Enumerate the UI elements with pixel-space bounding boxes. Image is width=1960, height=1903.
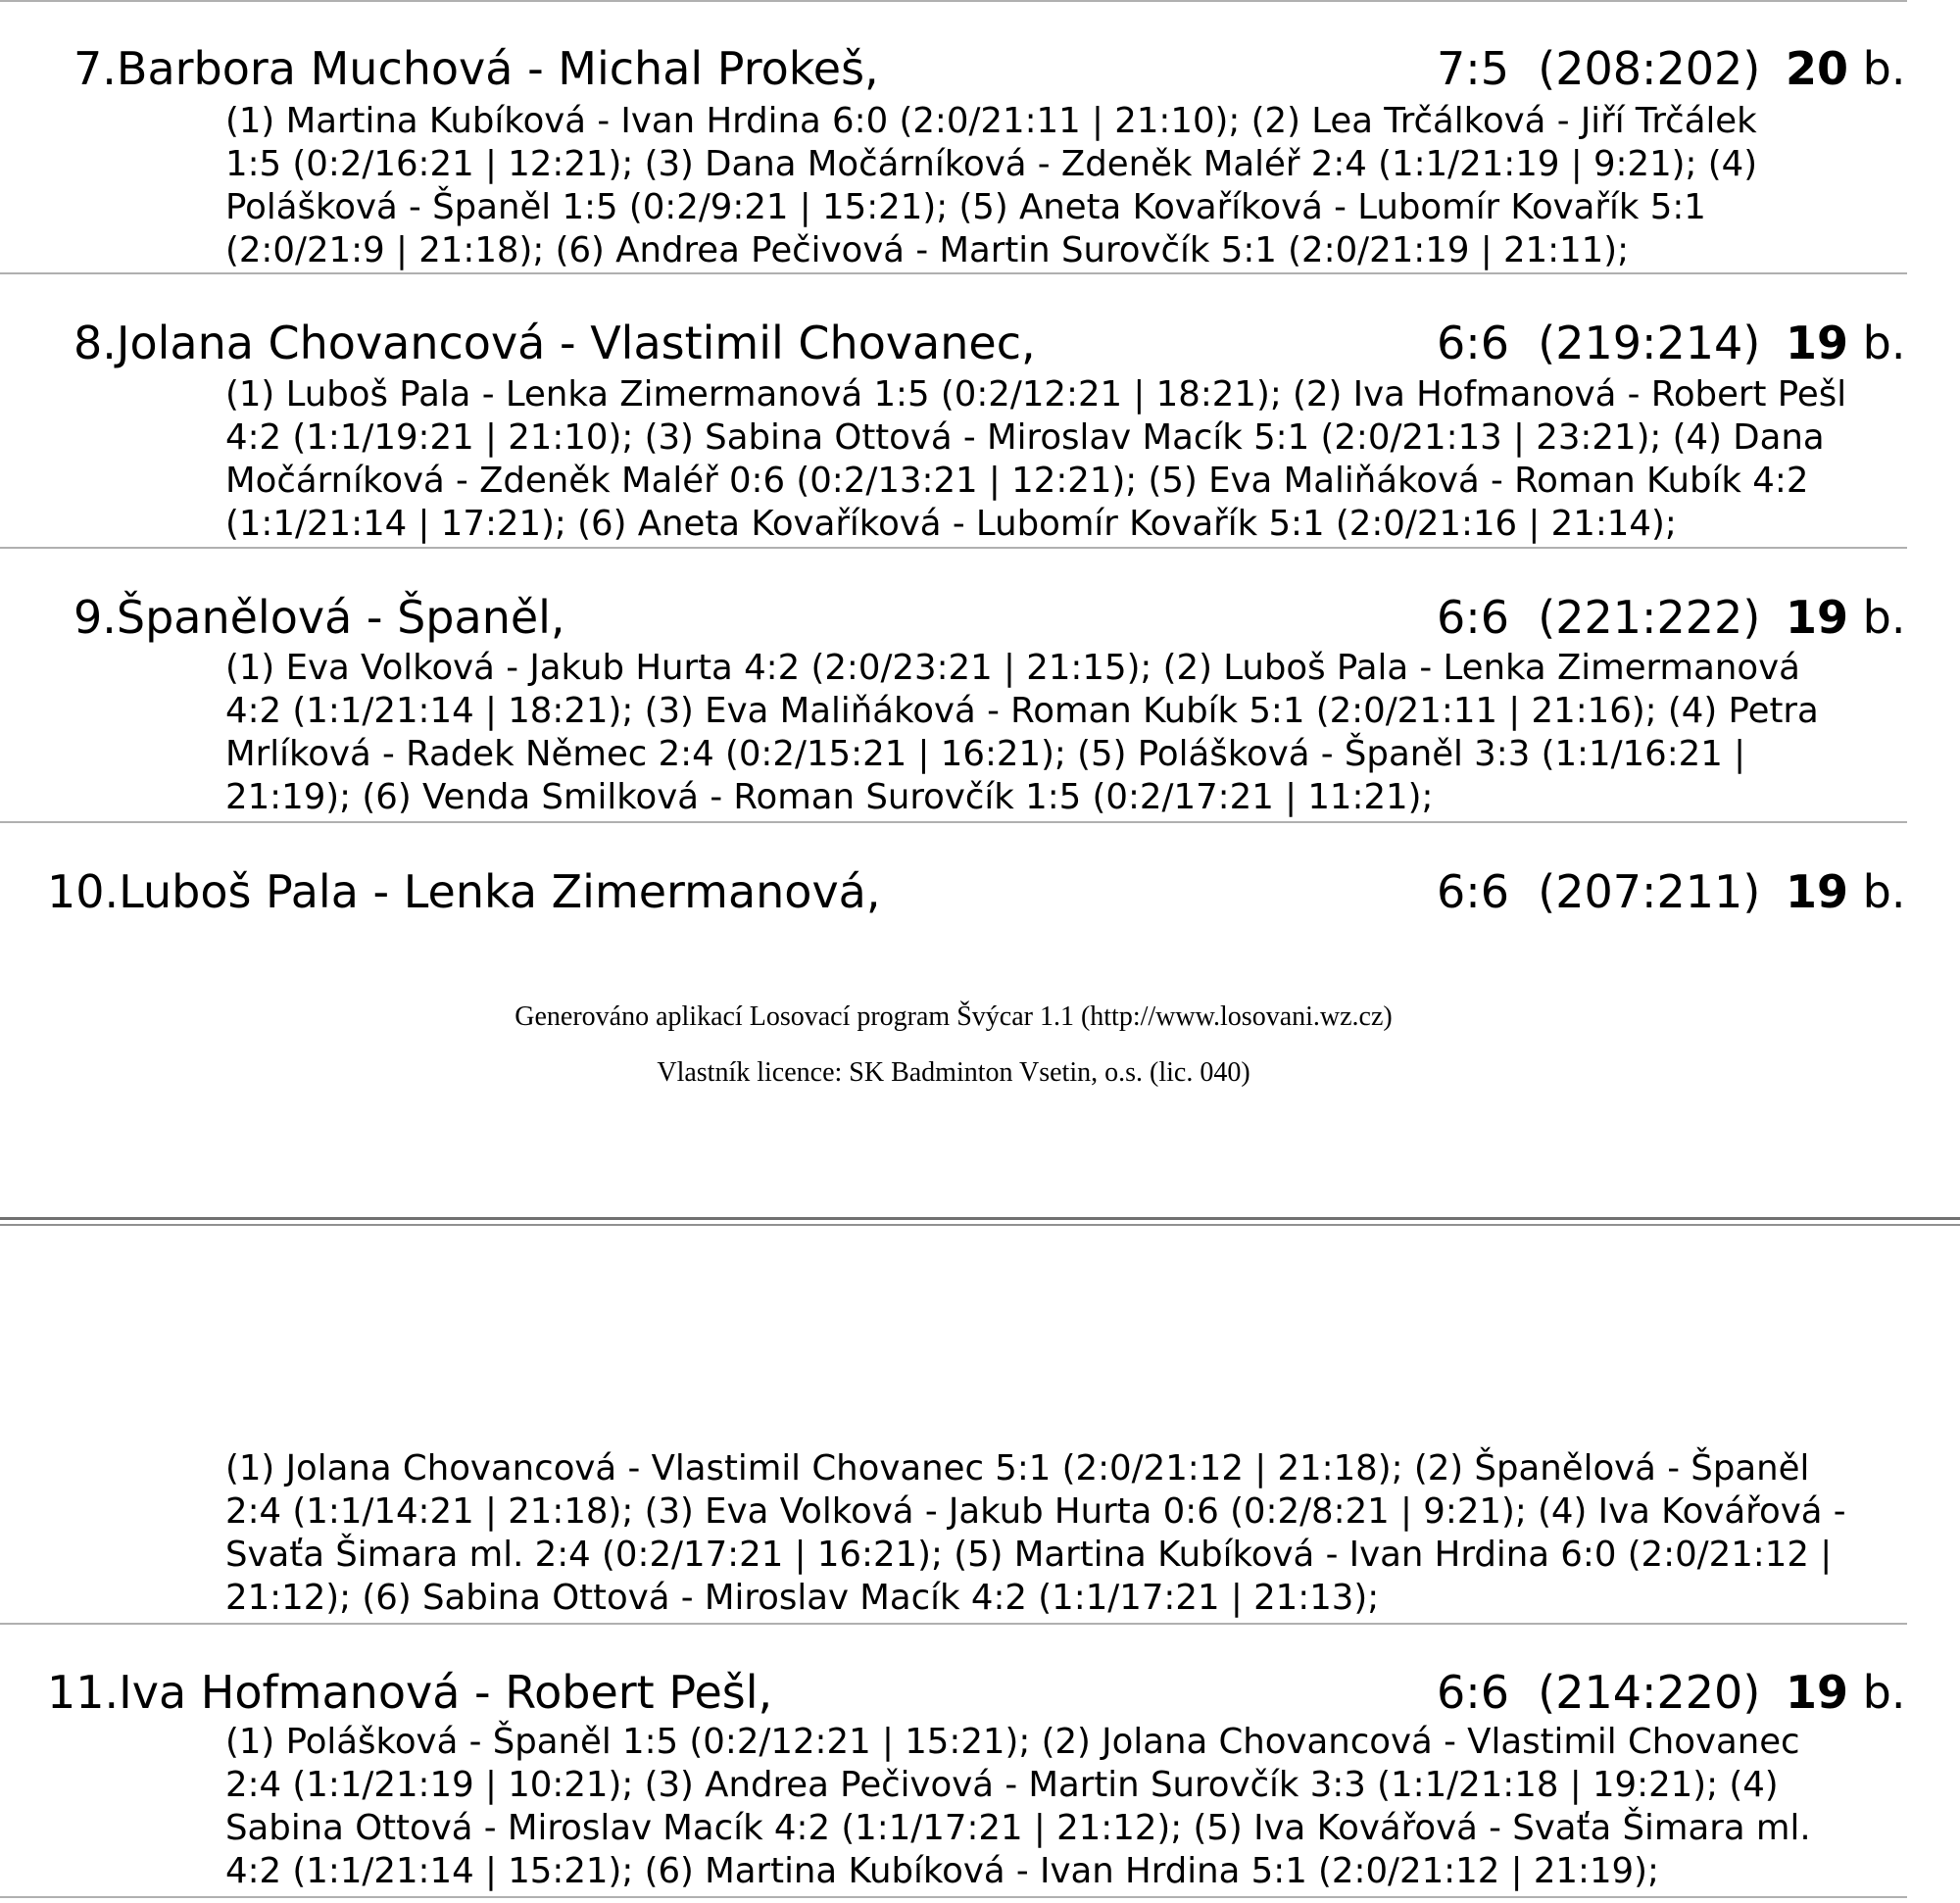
match-score: 6:6 [1437,1666,1510,1719]
points-ratio: (219:214) [1538,317,1761,369]
page-break-line [0,1224,1960,1226]
points-ratio: (208:202) [1538,42,1761,95]
match-score: 6:6 [1437,317,1510,369]
match-score: 7:5 [1437,42,1510,95]
match-score: 6:6 [1437,865,1510,918]
points-ratio: (214:220) [1538,1666,1761,1719]
match-score: 6:6 [1437,591,1510,644]
detail-line: (1) Jolana Chovancová - Vlastimil Chovanec 5:1 (2:0/21:12 | 21:18); (2) Španělová - Španěl [225,1448,1810,1488]
generated-by-note: Generováno aplikací Losovací program Švýcar 1.1 (http://www.losovani.wz.cz) [514,1001,1393,1032]
match-details [225,100,1891,272]
pair-name: Iva Hofmanová - Robert Pešl, [119,1666,773,1719]
rank: 11. [47,1666,120,1719]
match-details [225,1721,1891,1893]
total-points: 20 b. [1786,42,1906,95]
total-points: 19 b. [1786,591,1906,644]
detail-line: 4:2 (1:1/19:21 | 21:10); (3) Sabina Ottová - Miroslav Macík 5:1 (2:0/21:13 | 23:21); (4) Dana [225,417,1825,458]
divider [0,547,1907,549]
divider [0,1623,1907,1625]
detail-line: 2:4 (1:1/21:19 | 10:21); (3) Andrea Pečivová - Martin Surovčík 3:3 (1:1/21:18 | 19:21); (4) [225,1765,1779,1805]
total-points: 19 b. [1786,1666,1906,1719]
total-points: 19 b. [1786,865,1906,918]
detail-line: 2:4 (1:1/14:21 | 21:18); (3) Eva Volková - Jakub Hurta 0:6 (0:2/8:21 | 9:21); (4) Iva Kovářová - [225,1491,1846,1532]
detail-line: Svaťa Šimara ml. 2:4 (0:2/17:21 | 16:21); (5) Martina Kubíková - Ivan Hrdina 6:0 (2:0/21:12 | [225,1535,1833,1575]
detail-line: Močárníková - Zdeněk Maléř 0:6 (0:2/13:21 | 12:21); (5) Eva Maliňáková - Roman Kubík 4:2 [225,461,1809,501]
match-details [225,1447,1891,1620]
divider [0,272,1907,274]
pair-name: Jolana Chovancová - Vlastimil Chovanec, [116,317,1036,369]
detail-line: (2:0/21:9 | 21:18); (6) Andrea Pečivová - Martin Surovčík 5:1 (2:0/21:19 | 21:11); [225,230,1630,270]
standing-entry-9 [0,588,1907,647]
points-ratio: (207:211) [1538,865,1761,918]
divider [0,1896,1907,1898]
detail-line: (1) Polášková - Španěl 1:5 (0:2/12:21 | 15:21); (2) Jolana Chovancová - Vlastimil Chovanec [225,1722,1800,1762]
rank: 10. [47,865,120,918]
detail-line: 21:19); (6) Venda Smilková - Roman Surovčík 1:5 (0:2/17:21 | 11:21); [225,777,1434,817]
detail-line: 4:2 (1:1/21:14 | 18:21); (3) Eva Maliňáková - Roman Kubík 5:1 (2:0/21:11 | 21:16); (4) Petra [225,691,1819,731]
detail-line: Sabina Ottová - Miroslav Macík 4:2 (1:1/17:21 | 21:12); (5) Iva Kovářová - Svaťa Šimara ml. [225,1808,1811,1848]
points-ratio: (221:222) [1538,591,1761,644]
rank: 7. [74,42,117,95]
detail-line: (1) Luboš Pala - Lenka Zimermanová 1:5 (0:2/12:21 | 18:21); (2) Iva Hofmanová - Robert Pešl [225,374,1847,415]
total-points: 19 b. [1786,317,1906,369]
page-break-line [0,1217,1960,1220]
detail-line: (1) Eva Volková - Jakub Hurta 4:2 (2:0/23:21 | 21:15); (2) Luboš Pala - Lenka Zimermanová [225,648,1800,688]
detail-line: (1:1/21:14 | 17:21); (6) Aneta Kovaříková - Lubomír Kovařík 5:1 (2:0/21:16 | 21:14); [225,504,1677,544]
rank: 9. [74,591,117,644]
detail-line: 21:12); (6) Sabina Ottová - Miroslav Macík 4:2 (1:1/17:21 | 21:13); [225,1578,1380,1618]
divider [0,821,1907,823]
divider [0,0,1907,2]
standing-entry-11 [0,1663,1907,1722]
match-details [225,373,1891,546]
pair-name: Luboš Pala - Lenka Zimermanová, [119,865,881,918]
detail-line: 4:2 (1:1/21:14 | 15:21); (6) Martina Kubíková - Ivan Hrdina 5:1 (2:0/21:12 | 21:19); [225,1851,1659,1891]
standing-entry-7 [0,39,1907,98]
rank: 8. [74,317,117,369]
match-details [225,647,1891,819]
pair-name: Španělová - Španěl, [116,591,565,644]
detail-line: 1:5 (0:2/16:21 | 12:21); (3) Dana Močárníková - Zdeněk Maléř 2:4 (1:1/21:19 | 9:21); (4) [225,144,1758,184]
detail-line: (1) Martina Kubíková - Ivan Hrdina 6:0 (2:0/21:11 | 21:10); (2) Lea Trčálková - Jiří Trčálek [225,101,1757,141]
detail-line: Mrlíková - Radek Němec 2:4 (0:2/15:21 | 16:21); (5) Polášková - Španěl 3:3 (1:1/16:21 | [225,734,1746,774]
license-owner-note: Vlastník licence: SK Badminton Vsetin, o.s. (lic. 040) [657,1057,1250,1088]
detail-line: Polášková - Španěl 1:5 (0:2/9:21 | 15:21); (5) Aneta Kovaříková - Lubomír Kovařík 5:1 [225,187,1706,227]
standing-entry-8 [0,314,1907,372]
standing-entry-10 [0,862,1907,921]
pair-name: Barbora Muchová - Michal Prokeš, [116,42,879,95]
